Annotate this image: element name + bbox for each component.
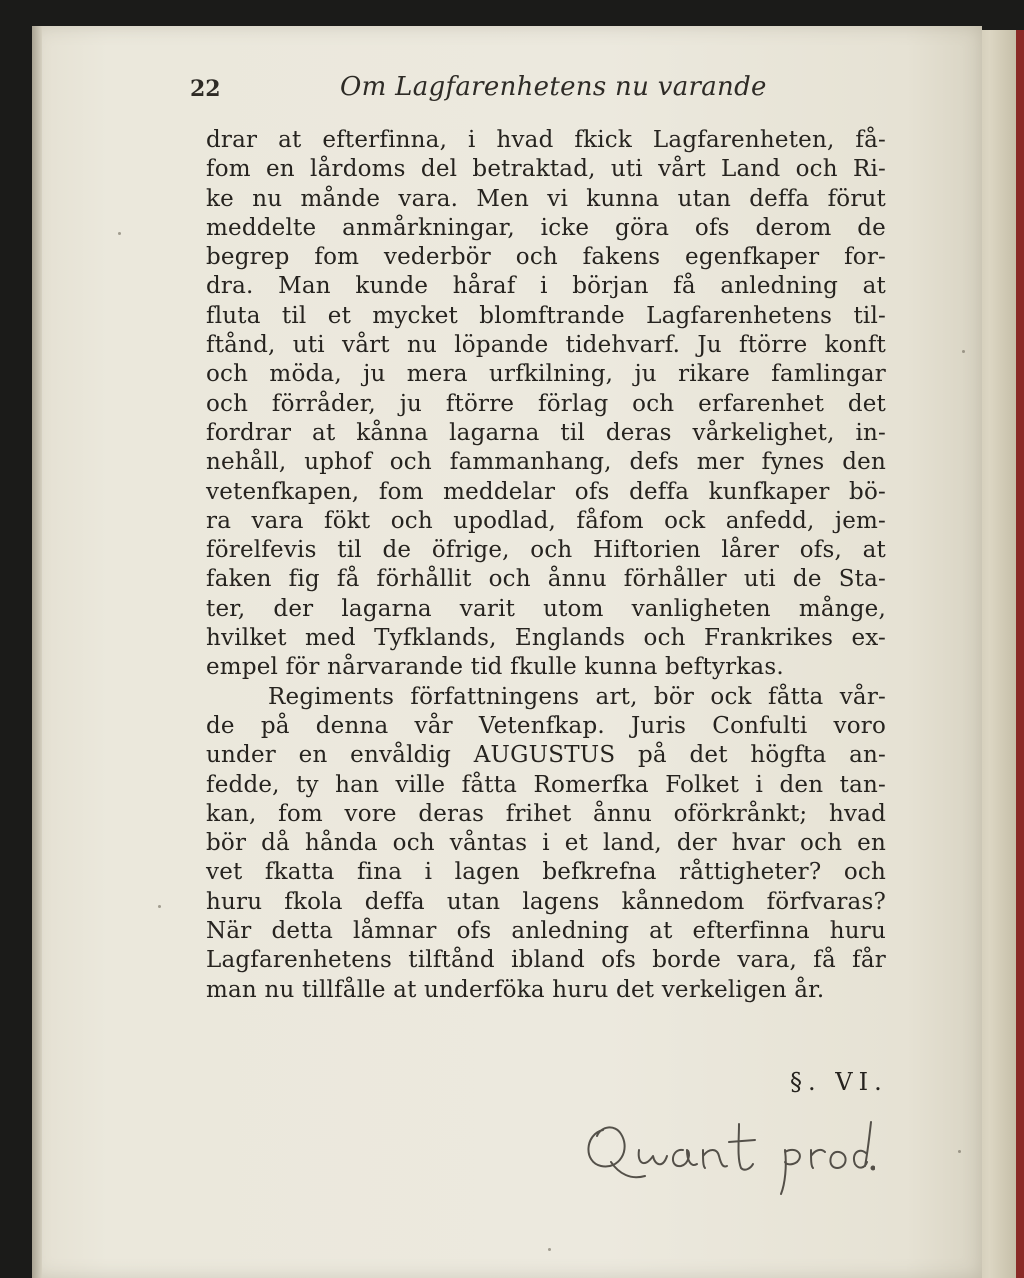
text-line: och förråder, ju ftörre förlag och erfarenhet det — [206, 390, 886, 417]
text-line: under en envåldig AUGUSTUS på det högfta an- — [206, 742, 886, 769]
text-line: empel för nårvarande tid fkulle kunna beftyrkas. — [206, 654, 784, 681]
text-line: Lagfarenhetens tilftånd ibland ofs borde vara, få får — [206, 947, 886, 974]
paper-speck — [958, 1150, 961, 1153]
page-gutter — [32, 26, 42, 1278]
text-line: vet fkatta fina i lagen befkrefna råttigheter? och — [206, 859, 886, 886]
text-line: fom en lårdoms del betraktad, uti vårt Land och Ri- — [206, 156, 886, 183]
page-header — [190, 70, 830, 110]
text-line: man nu tillfålle at underföka huru det verkeligen år. — [206, 976, 825, 1003]
text-line: nehåll, uphof och fammanhang, defs mer fynes den — [206, 449, 886, 476]
text-line: dra. Man kunde håraf i början få anledning at — [206, 273, 886, 300]
text-line: meddelte anmårkningar, icke göra ofs derom de — [206, 214, 886, 241]
text-line: ftånd, uti vårt nu löpande tidehvarf. Ju ftörre konft — [206, 332, 886, 359]
text-line: drar at efterfinna, i hvad fkick Lagfarenheten, få- — [206, 127, 886, 153]
text-line: de på denna vår Vetenfkap. Juris Confulti voro — [206, 712, 886, 739]
text-line: kan, fom vore deras frihet ånnu oförkrånkt; hvad — [206, 800, 886, 827]
paper-speck — [158, 905, 161, 908]
text-line: och möda, ju mera urfkilning, ju rikare famlingar — [206, 361, 886, 388]
body-text — [206, 126, 886, 1005]
text-line: Regiments författningens art, bör ock fåtta vår- — [268, 683, 886, 710]
page-number: 22 — [190, 76, 221, 102]
text-line: förelfevis til de öfrige, och Hiftorien lårer ofs, at — [206, 537, 886, 564]
text-line: fordrar at kånna lagarna til deras vårkelighet, in- — [206, 419, 886, 446]
paper-speck — [548, 1248, 551, 1251]
text-line: fedde, ty han ville fåtta Romerfka Folket i den tan- — [206, 771, 886, 798]
handwritten-annotation — [575, 1110, 875, 1200]
text-line: När detta låmnar ofs anledning at efterfinna huru — [206, 918, 886, 945]
section-reference: §. VI. — [790, 1068, 888, 1096]
paper-speck — [962, 350, 965, 353]
book-edge-red — [1016, 30, 1024, 1278]
running-head: Om Lagfarenhetens nu varande — [340, 72, 767, 102]
text-line: vetenfkapen, fom meddelar ofs deffa kunfkaper bö- — [206, 478, 886, 505]
text-line: hvilket med Tyfklands, Englands och Frankrikes ex- — [206, 625, 886, 652]
text-line: bör då hånda och våntas i et land, der hvar och en — [206, 830, 886, 857]
text-line: ke nu månde vara. Men vi kunna utan deffa förut — [206, 185, 886, 212]
text-line: ter, der lagarna varit utom vanligheten månge, — [206, 595, 886, 622]
text-line: ra vara fökt och upodlad, fåfom ock anfedd, jem- — [206, 507, 886, 534]
paper-speck — [118, 232, 121, 235]
text-line: huru fkola deffa utan lagens kånnedom förfvaras? — [206, 888, 886, 915]
text-line: fluta til et mycket blomftrande Lagfarenhetens til- — [206, 302, 886, 329]
text-line: faken fig få förhållit och ånnu förhåller uti de Sta- — [206, 566, 886, 593]
text-line: begrep fom vederbör och fakens egenfkaper for- — [206, 244, 886, 271]
